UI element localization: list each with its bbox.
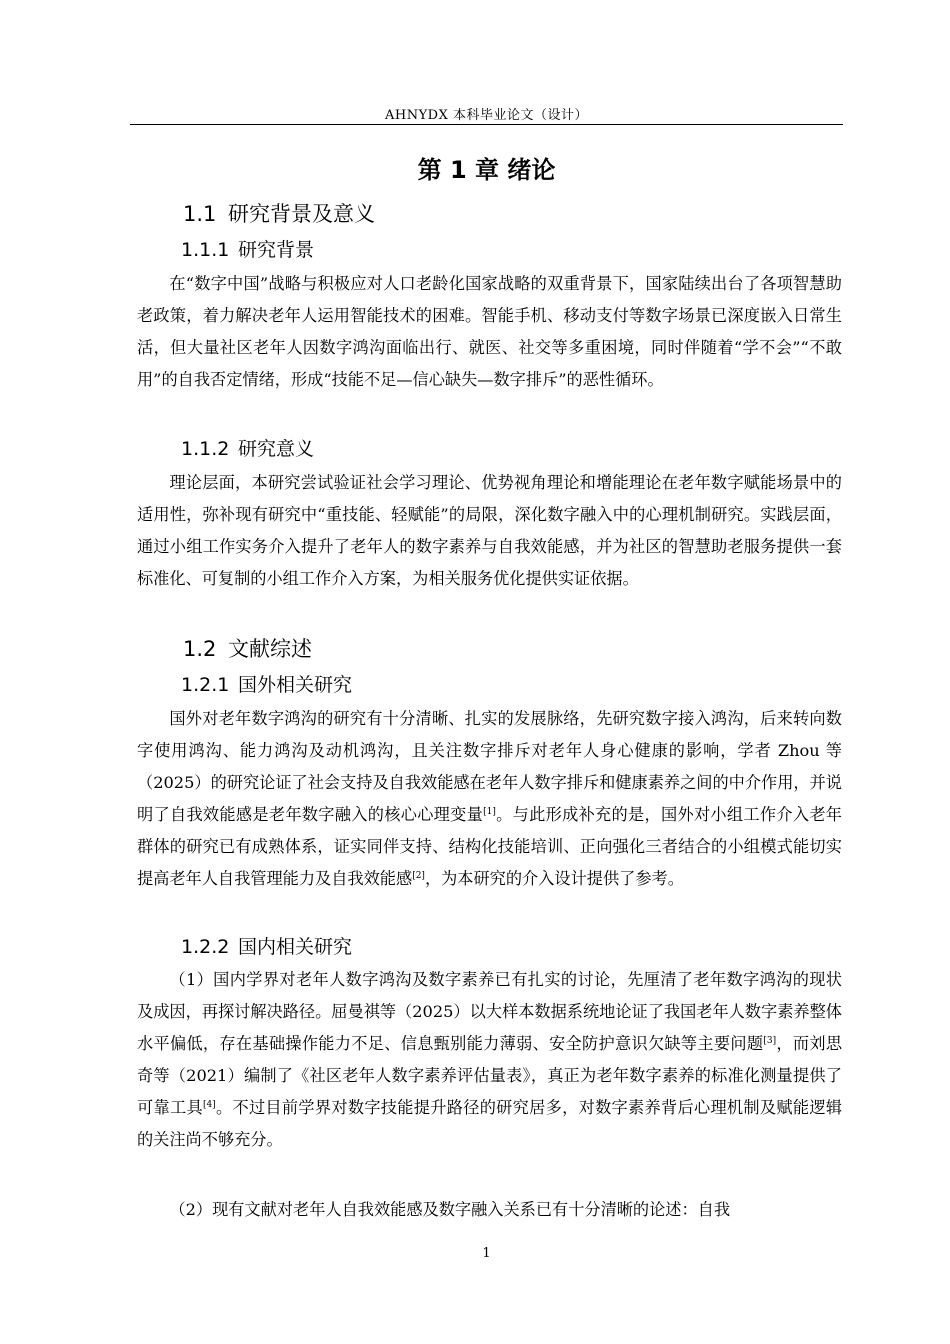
section-number: 1.1 (183, 202, 217, 226)
section-title: 研究背景及意义 (228, 202, 375, 226)
section-heading-1-1-1 (181, 235, 314, 262)
paragraph-text: 国外对老年数字鸿沟的研究有十分清晰、扎实的发展脉络，先研究数字接入鸿沟，后来转向数字使用鸿沟、能力鸿沟及动机鸿沟，且关注数字排斥对老年人身心健康的影响，学者 Zhou 等（2025）的研究论证了社会支持及自我效能感在老年人数字排斥和健康素养之间的中介作用，并说明了自我效能感是老年数字融入的核心心理变量 (137, 709, 842, 824)
section-heading-1-2-2 (181, 932, 352, 959)
running-header: AHNYDX 本科毕业论文（设计） (385, 108, 588, 123)
section-number: 1.2.1 (181, 674, 230, 696)
paragraph-background: 在“数字中国”战略与积极应对人口老龄化国家战略的双重背景下，国家陆续出台了各项智慧助老政策，着力解决老年人运用智能技术的困难。智能手机、移动支付等数字场景已深度嵌入日常生活，但大量社区老年人因数字鸿沟面临出行、就医、社交等多重困境，同时伴随着“学不会”“不敢用”的自我否定情绪，形成“技能不足—信心缺失—数字排斥”的恶性循环。 (137, 274, 842, 389)
section-title: 国外相关研究 (238, 674, 353, 696)
section-title: 国内相关研究 (238, 936, 353, 958)
section-title: 研究意义 (238, 438, 315, 460)
paragraph-foreign-research (137, 703, 842, 895)
paragraph-text: （1）国内学界对老年人数字鸿沟及数字素养已有扎实的讨论，先厘清了老年数字鸿沟的现状及成因，再探讨解决路径。屈曼祺等（2025）以大样本数据系统地论证了我国老年人数字素养整体水平偏低，存在基础操作能力不足、信息甄别能力薄弱、安全防护意识欠缺等主要问题 (137, 970, 842, 1053)
paragraph-text: ，而刘思奇等（2021）编制了《社区老年人数字素养评估量表》，真正为老年数字素养的标准化测量提供了可靠工具 (137, 1034, 843, 1117)
paragraph-text: ，为本研究的介入设计提供了参考。 (424, 869, 684, 888)
section-number: 1.2 (183, 637, 217, 661)
page-number: 1 (482, 1246, 491, 1261)
paragraph-significance: 理论层面，本研究尝试验证社会学习理论、优势视角理论和增能理论在老年数字赋能场景中的适用性，弥补现有研究中“重技能、轻赋能”的局限，深化数字融入中的心理机制研究。实践层面，通过小组工作实务介入提升了老年人的数字素养与自我效能感，并为社区的智慧助老服务提供一套标准化、可复制的小组工作介入方案，为相关服务优化提供实证依据。 (137, 473, 842, 588)
section-heading-1-1 (183, 198, 375, 228)
citation-1: [1] (483, 807, 496, 817)
paragraph-domestic-research-2: （2）现有文献对老年人自我效能感及数字融入关系已有十分清晰的论述：自我 (169, 1200, 731, 1219)
section-number: 1.2.2 (181, 936, 230, 958)
section-number: 1.1.2 (181, 438, 230, 460)
citation-3: [3] (763, 1036, 777, 1046)
section-heading-1-2-1 (181, 670, 352, 697)
paragraph-text: 。不过目前学界对数字技能提升路径的研究居多，对数字素养背后心理机制及赋能逻辑的关注尚不够充分。 (137, 1098, 843, 1149)
chapter-title: 第 1 章 绪论 (417, 156, 556, 184)
citation-4: [4] (202, 1100, 216, 1110)
section-number: 1.1.1 (181, 239, 230, 261)
section-title: 研究背景 (238, 239, 315, 261)
header-divider (130, 124, 843, 125)
citation-2: [2] (412, 871, 425, 881)
section-heading-1-2 (183, 633, 312, 663)
paragraph-text: 。与此形成补充的是，国外对小组工作介入老年群体的研究已有成熟体系，证实同伴支持、结构化技能培训、正向强化三者结合的小组模式能切实提高老年人自我管理能力及自我效能感 (137, 805, 842, 888)
paragraph-domestic-research-1 (137, 964, 842, 1156)
section-heading-1-1-2 (181, 434, 314, 461)
section-title: 文献综述 (228, 637, 312, 661)
